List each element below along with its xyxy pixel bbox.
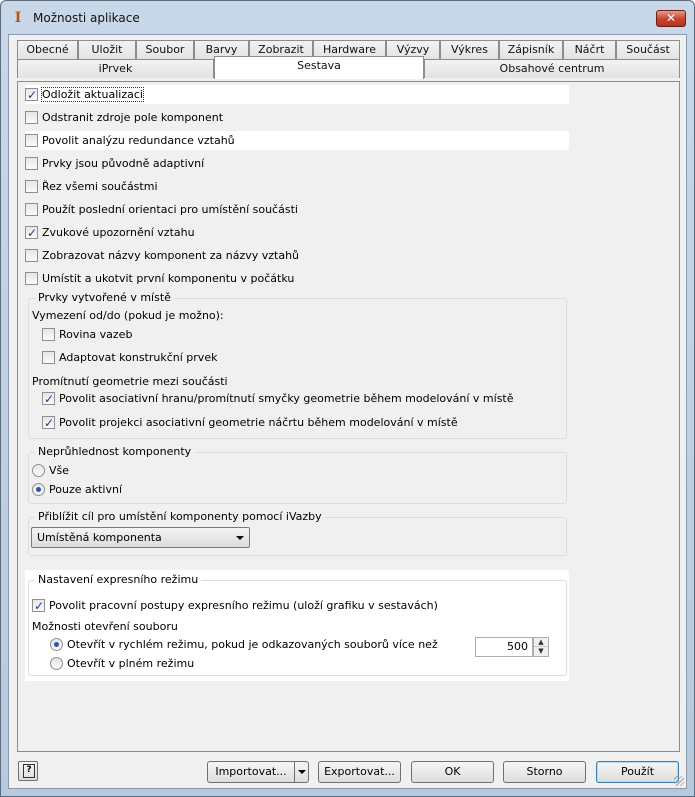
tab-hardware[interactable]: Hardware	[313, 40, 386, 59]
file-count-threshold-input[interactable]: 500	[475, 637, 533, 657]
checkbox-label: Umístit a ukotvit první komponentu v počátku	[42, 272, 295, 285]
open-express-radio[interactable]	[50, 635, 438, 654]
express-mode-group	[28, 573, 567, 676]
features-adaptive-checkbox[interactable]	[25, 154, 204, 173]
checkbox-label: Prvky jsou původně adaptivní	[42, 157, 205, 170]
checkbox-box[interactable]	[42, 328, 55, 341]
checkbox-label: Použít poslední orientaci pro umístění součásti	[42, 203, 298, 216]
dropdown-value: Umístěná komponenta	[37, 531, 162, 544]
checkbox-box[interactable]	[25, 249, 38, 262]
checkbox-box[interactable]	[25, 226, 38, 239]
tab-notebook[interactable]: Zápisník	[499, 40, 563, 59]
group-legend: Neprůhlednost komponenty	[35, 445, 194, 458]
threshold-spinner[interactable]	[533, 637, 549, 657]
checkbox-box[interactable]	[25, 88, 38, 101]
group-legend: Přiblížit cíl pro umístění komponenty pomocí iVazby	[35, 510, 325, 523]
extent-label: Vymezení od/do (pokud je možno):	[32, 309, 224, 322]
checkbox-box[interactable]	[42, 392, 55, 405]
opacity-active-only-radio[interactable]	[32, 480, 122, 499]
express-mode-enable-checkbox[interactable]	[32, 596, 438, 615]
group-legend: Prvky vytvořené v místě	[35, 291, 174, 304]
tab-part[interactable]: Součást	[616, 40, 680, 59]
radio-button[interactable]	[50, 638, 63, 651]
component-opacity-group	[28, 445, 567, 504]
checkbox-label: Povolit analýzu redundance vztahů	[42, 134, 235, 147]
checkbox-box[interactable]	[25, 111, 38, 124]
checkbox-label: Zvukové upozornění vztahu	[42, 226, 195, 239]
import-dropdown-arrow-icon[interactable]	[294, 762, 308, 782]
radio-button[interactable]	[32, 464, 45, 477]
tab-prompts[interactable]: Výzvy	[386, 40, 440, 59]
checkbox-label: Adaptovat konstrukční prvek	[59, 351, 218, 364]
tab-file[interactable]: Soubor	[136, 40, 194, 59]
checkbox-label: Povolit pracovní postupy expresního režimu (uloží grafiku v sestavách)	[49, 599, 438, 612]
resize-grip-icon[interactable]	[674, 776, 684, 786]
open-full-radio[interactable]	[50, 654, 194, 673]
group-legend: Nastavení expresního režimu	[35, 573, 201, 586]
help-icon[interactable]	[18, 761, 38, 781]
checkbox-box[interactable]	[42, 416, 55, 429]
constraint-audio-checkbox[interactable]	[25, 223, 195, 242]
checkbox-label: Povolit asociativní hranu/promítnutí smyčky geometrie během modelování v místě	[59, 392, 514, 405]
zoom-target-group	[28, 510, 567, 556]
inventor-app-icon: I	[14, 10, 22, 26]
tab-colors[interactable]: Barvy	[194, 40, 249, 59]
chevron-down-icon	[236, 536, 244, 540]
checkbox-label: Řez všemi součástmi	[42, 180, 158, 193]
ground-first-component-checkbox[interactable]	[25, 269, 294, 288]
checkbox-box[interactable]	[25, 272, 38, 285]
tab-ifeature[interactable]: iPrvek	[17, 59, 214, 78]
tab-content-center[interactable]: Obsahové centrum	[424, 59, 680, 78]
checkbox-box[interactable]	[25, 180, 38, 193]
tab-display[interactable]: Zobrazit	[249, 40, 313, 59]
spin-down-icon[interactable]: ▼	[538, 647, 544, 655]
adapt-feature-checkbox[interactable]	[42, 348, 217, 367]
import-button[interactable]	[207, 761, 309, 783]
ok-button[interactable]: OK	[411, 761, 494, 783]
mate-plane-checkbox[interactable]	[42, 325, 132, 344]
radio-button[interactable]	[50, 657, 63, 670]
tab-general[interactable]: Obecné	[17, 40, 78, 59]
dialog-client	[8, 34, 687, 789]
checkbox-label: Rovina vazeb	[59, 328, 133, 341]
checkbox-box[interactable]	[25, 134, 38, 147]
tab-assembly[interactable]: Sestava	[214, 56, 424, 79]
inplace-features-group	[28, 291, 567, 439]
checkbox-box[interactable]	[25, 157, 38, 170]
checkbox-label: Odložit aktualizaci	[42, 88, 143, 101]
checkbox-label: Odstranit zdroje pole komponent	[42, 111, 224, 124]
export-button[interactable]: Exportovat...	[318, 761, 401, 783]
tab-sketch[interactable]: Náčrt	[563, 40, 616, 59]
checkbox-box[interactable]	[32, 599, 45, 612]
checkbox-box[interactable]	[42, 351, 55, 364]
close-button[interactable]: ✕	[656, 10, 686, 27]
tab-save[interactable]: Uložit	[78, 40, 136, 59]
associative-edge-checkbox[interactable]	[42, 389, 514, 408]
radio-label: Otevřít v rychlém režimu, pokud je odkazovaných souborů více než	[67, 638, 438, 651]
radio-label: Vše	[49, 464, 70, 477]
delete-pattern-sources-checkbox[interactable]	[25, 108, 223, 127]
project-geometry-label: Promítnutí geometrie mezi součásti	[32, 375, 228, 388]
tab-drawing[interactable]: Výkres	[440, 40, 499, 59]
last-orientation-checkbox[interactable]	[25, 200, 298, 219]
redundancy-analysis-checkbox[interactable]	[25, 131, 569, 150]
spin-up-icon[interactable]: ▲	[534, 638, 548, 647]
zoom-target-dropdown[interactable]	[31, 527, 250, 548]
cancel-button[interactable]: Storno	[503, 761, 586, 783]
checkbox-box[interactable]	[25, 203, 38, 216]
section-all-parts-checkbox[interactable]	[25, 177, 158, 196]
file-open-options-label: Možnosti otevření souboru	[32, 620, 178, 633]
title-bar[interactable]	[1, 1, 694, 35]
component-names-checkbox[interactable]	[25, 246, 299, 265]
checkbox-label: Zobrazovat názvy komponent za názvy vztahů	[42, 249, 300, 262]
apply-button[interactable]: Použít	[596, 761, 679, 783]
radio-button[interactable]	[32, 483, 45, 496]
opacity-all-radio[interactable]	[32, 461, 69, 480]
defer-update-checkbox[interactable]	[25, 85, 569, 104]
button-label: Importovat...	[215, 765, 287, 778]
assembly-tab-panel	[17, 81, 680, 752]
window-title: Možnosti aplikace	[33, 11, 140, 25]
radio-label: Pouze aktivní	[49, 483, 122, 496]
associative-sketch-checkbox[interactable]	[42, 413, 458, 432]
checkbox-label: Povolit projekci asociativní geometrie náčrtu během modelování v místě	[59, 416, 458, 429]
radio-label: Otevřít v plném režimu	[67, 657, 195, 670]
